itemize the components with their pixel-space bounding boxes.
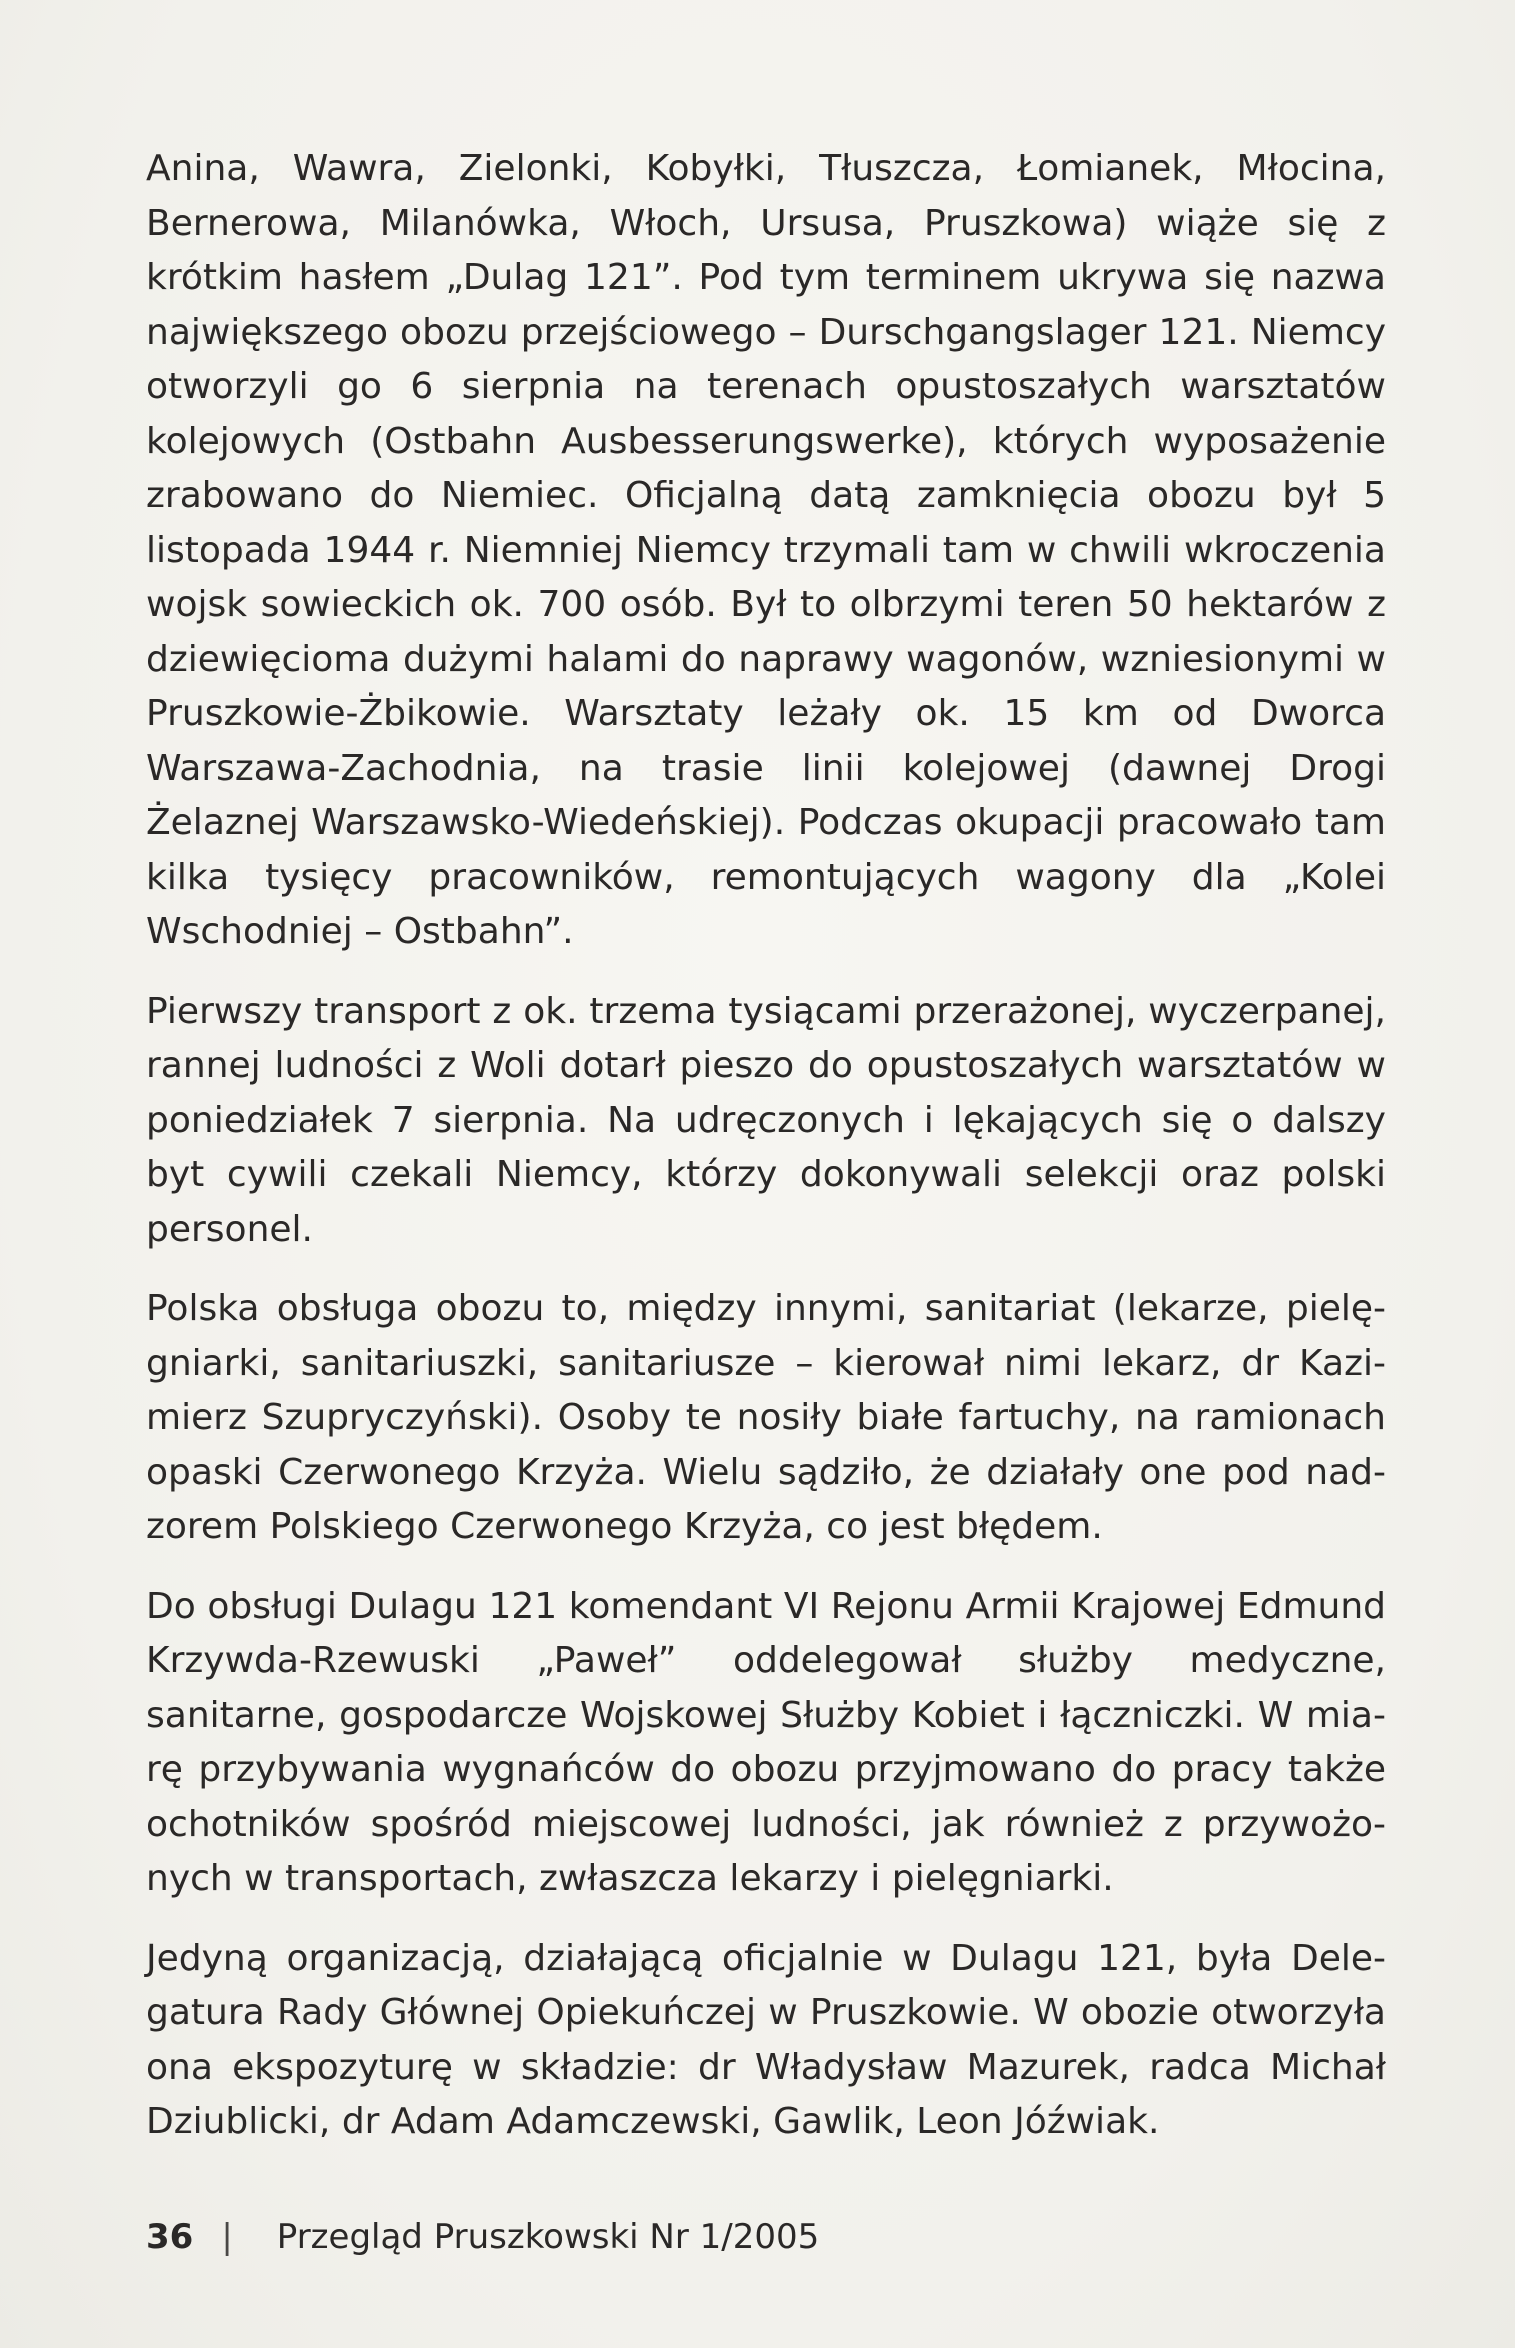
paragraph-polish-staff: Polska obsługa obozu to, między innymi, sanitariat (lekarze, pielęgniarki, sanitariuszki, sanitariusze – kierował nimi lekarz, dr Kazimierz Szupryczyński). Osoby te nosiły białe fartuchy, na ramionach opaski Czerwonego Krzyża. Wielu sądziło, że działały one pod nadzorem Polskiego Czerwonego Krzyża, co jest błędem.	[146, 1288, 1386, 1547]
article-body	[146, 142, 1386, 2175]
journal-title: Przegląd Pruszkowski Nr 1/2005	[276, 2217, 820, 2257]
footer-separator: |	[221, 2217, 233, 2257]
paragraph-home-army-services: Do obsługi Dulagu 121 komendant VI Rejonu Armii Krajowej Edmund Krzywda-Rzewuski „Paweł” oddelegował służby medyczne, sanitarne, gospodarcze Wojskowej Służby Kobiet i łączniczki. W miarę przybywania wygnańców do obozu przyjmowano do pracy także ochotników spośród miejscowej ludności, jak również z przywożonych w transportach, zwłaszcza lekarzy i pielęgniarki.	[146, 1585, 1386, 1899]
paragraph-rgo-delegation: Jedyną organizacją, działającą oficjalnie w Dulagu 121, była Delegatura Rady Głównej Opiekuńczej w Pruszkowie. W obozie otworzyła ona ekspozyturę w składzie: dr Władysław Mazurek, radca Michał Dziublicki, dr Adam Adamczewski, Gawlik, Leon Jóźwiak.	[146, 1937, 1386, 2142]
page-number: 36	[146, 2217, 194, 2257]
page-footer	[146, 2212, 819, 2262]
paragraph-first-transport: Pierwszy transport z ok. trzema tysiącami przerażonej, wyczerpanej, rannej ludności z Woli dotarł pieszo do opustoszałych warsztatów w poniedziałek 7 sierpnia. Na udręczonych i lękających się o dalszy byt cywili czekali Niemcy, którzy dokonywali selekcji oraz polski personel.	[146, 990, 1386, 1250]
paragraph-dulag-intro: Anina, Wawra, Zielonki, Kobyłki, Tłuszcza, Łomianek, Młocina, Bernerowa, Milanówka, Włoch, Ursusa, Pruszkowa) wiąże się z krótkim hasłem „Dulag 121”. Pod tym terminem ukrywa się nazwa największego obozu przejściowego – Durschgangslager 121. Niemcy otworzyli go 6 sierpnia na terenach opustoszałych warsztatów kolejowych (Ostbahn Ausbesserungswerke), których wyposażenie zrabowano do Niemiec. Oficjalną datą zamknięcia obozu był 5 listopada 1944 r. Niemniej Niemcy trzymali tam w chwili wkroczenia wojsk sowieckich ok. 700 osób. Był to olbrzymi teren 50 hektarów z dziewięcioma dużymi halami do naprawy wagonów, wzniesionymi w Pruszkowie-Żbikowie. Warsztaty leżały ok. 15 km od Dworca Warszawa-Zachodnia, na trasie linii kolejowej (dawnej Drogi Żelaznej Warszawsko-Wiedeńskiej). Podczas okupacji pracowało tam kilka tysięcy pracowników, remontujących wagony dla „Kolei Wschodniej – Ostbahn”.	[146, 148, 1386, 952]
